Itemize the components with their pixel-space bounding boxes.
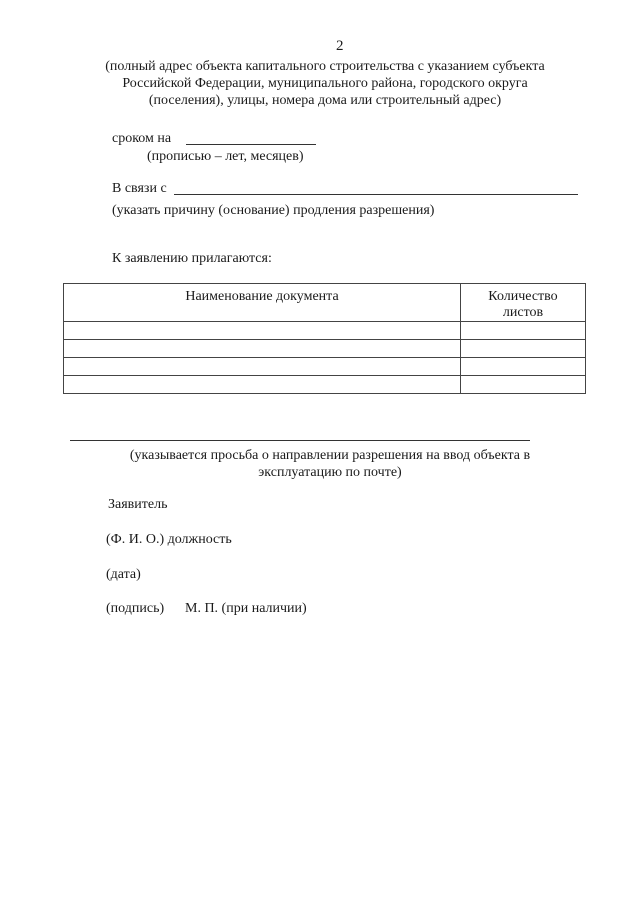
- document-name-cell[interactable]: [64, 358, 461, 376]
- term-hint: (прописью – лет, месяцев): [147, 149, 304, 164]
- table-row: [64, 322, 586, 340]
- sheet-count-cell[interactable]: [461, 358, 586, 376]
- attachments-heading: К заявлению прилагаются:: [112, 251, 272, 266]
- address-hint: [70, 58, 580, 109]
- stamp-label: М. П. (при наличии): [185, 601, 307, 616]
- request-hint: [70, 447, 590, 481]
- column-header-sheet-count: Количество листов: [461, 284, 586, 322]
- table-row: [64, 376, 586, 394]
- reason-hint: (указать причину (основание) продления разрешения): [112, 203, 435, 218]
- document-name-cell[interactable]: [64, 376, 461, 394]
- request-hint-line: эксплуатацию по почте): [258, 465, 402, 480]
- applicant-label: Заявитель: [108, 497, 168, 512]
- reason-blank-line[interactable]: [174, 194, 578, 195]
- term-label: сроком на: [112, 131, 172, 146]
- signature-label: (подпись): [106, 601, 165, 616]
- document-name-cell[interactable]: [64, 340, 461, 358]
- request-hint-line: (указывается просьба о направлении разрешения на ввод объекта в: [129, 448, 531, 463]
- table-header-row: [64, 284, 586, 322]
- date-label: (дата): [106, 567, 141, 582]
- address-hint-line: (поселения), улицы, номера дома или строительный адрес): [148, 93, 502, 108]
- name-position-label: (Ф. И. О.) должность: [106, 532, 232, 547]
- document-name-cell[interactable]: [64, 322, 461, 340]
- sheet-count-cell[interactable]: [461, 376, 586, 394]
- table-row: [64, 340, 586, 358]
- column-header-document-name: Наименование документа: [64, 284, 461, 322]
- sheet-count-cell[interactable]: [461, 340, 586, 358]
- request-blank-line[interactable]: [70, 440, 530, 441]
- address-hint-line: Российской Федерации, муниципального района, городского округа: [122, 76, 528, 91]
- attachments-table: [63, 283, 586, 394]
- page-number: 2: [336, 38, 344, 54]
- reason-label: В связи с: [112, 181, 167, 196]
- sheet-count-cell[interactable]: [461, 322, 586, 340]
- address-hint-line: (полный адрес объекта капитального строительства с указанием субъекта: [105, 59, 545, 74]
- term-blank-line[interactable]: [186, 144, 316, 145]
- table-row: [64, 358, 586, 376]
